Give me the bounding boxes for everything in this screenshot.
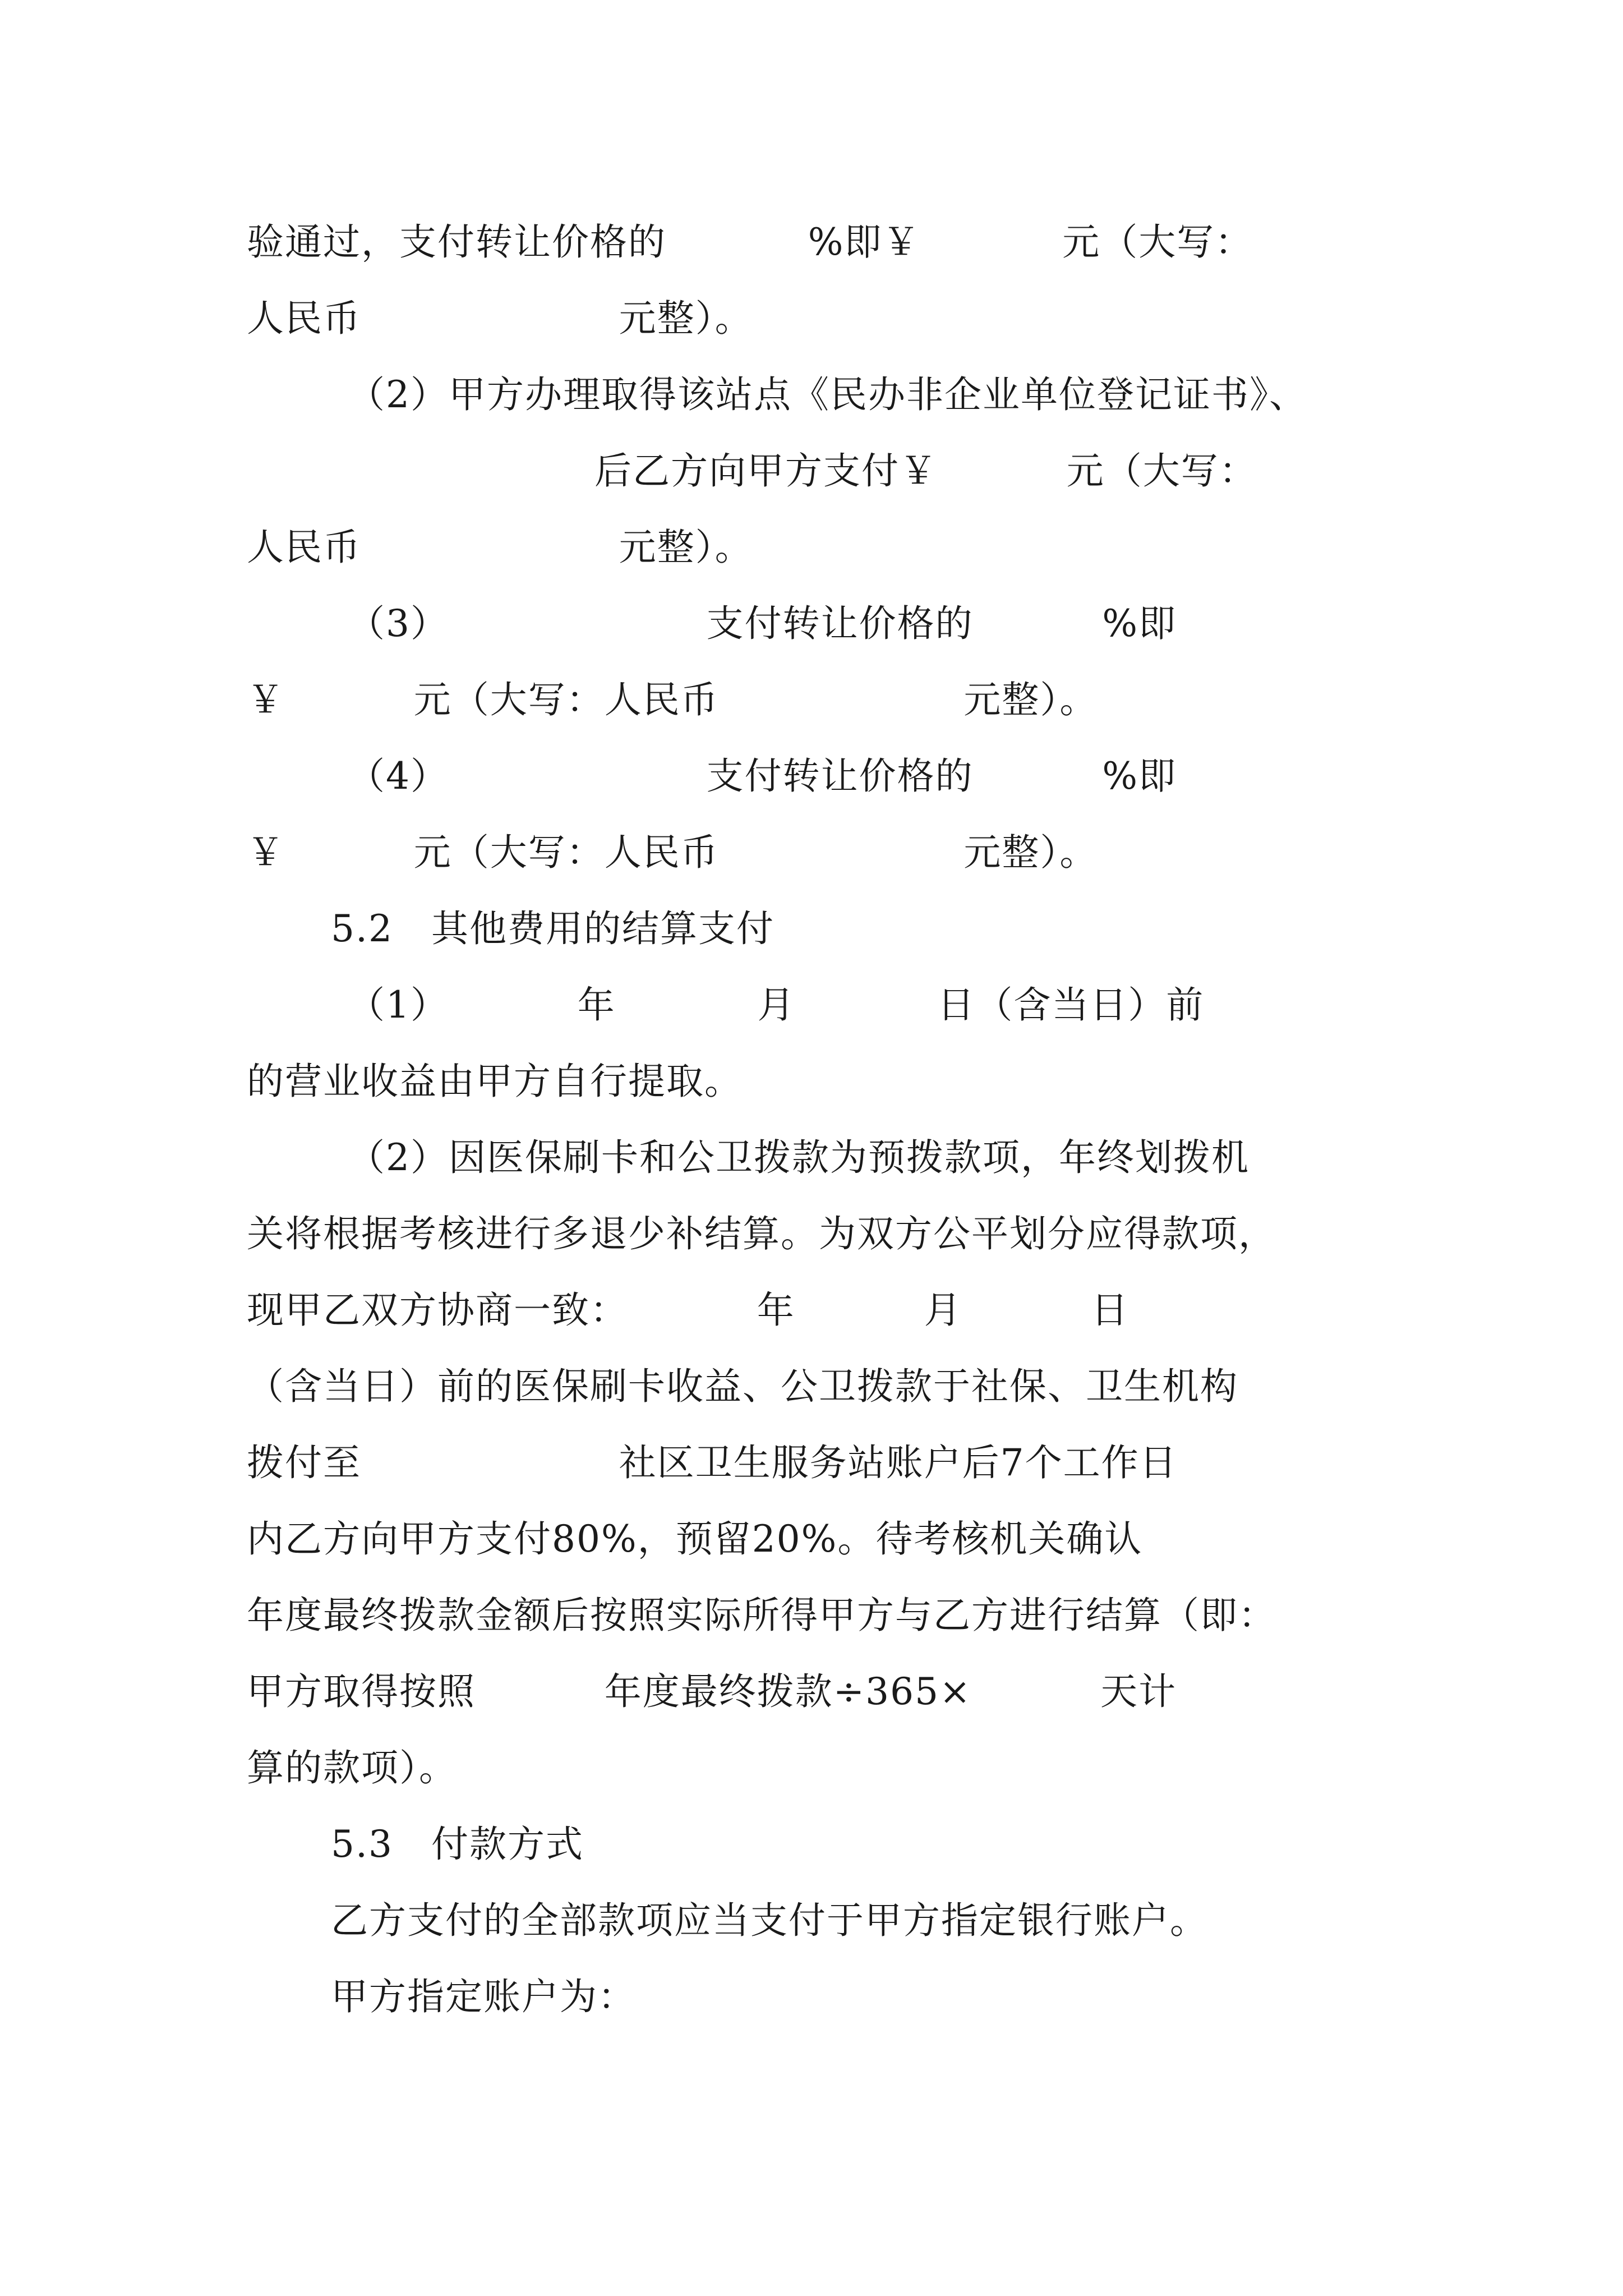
section-heading-5-3: 5.3 付款方式 [331,1823,584,1866]
text-line-13: （2）因医保刷卡和公卫拨款为预拨款项，年终划拨机 [348,1136,1249,1179]
text-line-20: 甲方取得按照 年度最终拨款÷365× 天计 [247,1670,1177,1713]
text-line-14: 关将根据考核进行多退少补结算。为双方公平划分应得款项， [247,1212,1276,1255]
text-line-8: （4） 支付转让价格的 %即 [348,754,1177,798]
text-line-15: 现甲乙双方协商一致： 年 月 日 [247,1289,1129,1332]
section-heading-5-2: 5.2 其他费用的结算支付 [331,907,774,950]
text-line-17: 拨付至 社区卫生服务站账户后7个工作日 [247,1441,1178,1484]
text-line-21: 算的款项）。 [247,1746,457,1789]
text-line-4: 后乙方向甲方支付￥ 元（大写： [594,449,1257,493]
text-line-16: （含当日）前的医保刷卡收益、公卫拨款于社保、卫生机构 [247,1365,1238,1408]
text-line-11: （1） 年 月 日（含当日）前 [348,983,1205,1027]
text-line-1: 验通过，支付转让价格的 %即￥ 元（大写： [247,220,1253,264]
text-line-2: 人民币 元整）。 [247,297,753,340]
text-line-7: ￥ 元（大写：人民币 元整）。 [247,678,1098,721]
text-line-18: 内乙方向甲方支付80%，预留20%。待考核机关确认 [247,1517,1143,1561]
text-line-9: ￥ 元（大写：人民币 元整）。 [247,831,1098,874]
text-line-12: 的营业收益由甲方自行提取。 [247,1060,743,1103]
text-line-3: （2）甲方办理取得该站点《民办非企业单位登记证书》、 [348,373,1307,416]
text-line-24: 甲方指定账户为： [331,1975,636,2018]
text-line-19: 年度最终拨款金额后按照实际所得甲方与乙方进行结算（即： [247,1594,1276,1637]
text-line-6: （3） 支付转让价格的 %即 [348,602,1177,645]
text-line-5: 人民币 元整）。 [247,526,753,569]
text-line-23: 乙方支付的全部款项应当支付于甲方指定银行账户。 [331,1899,1208,1942]
